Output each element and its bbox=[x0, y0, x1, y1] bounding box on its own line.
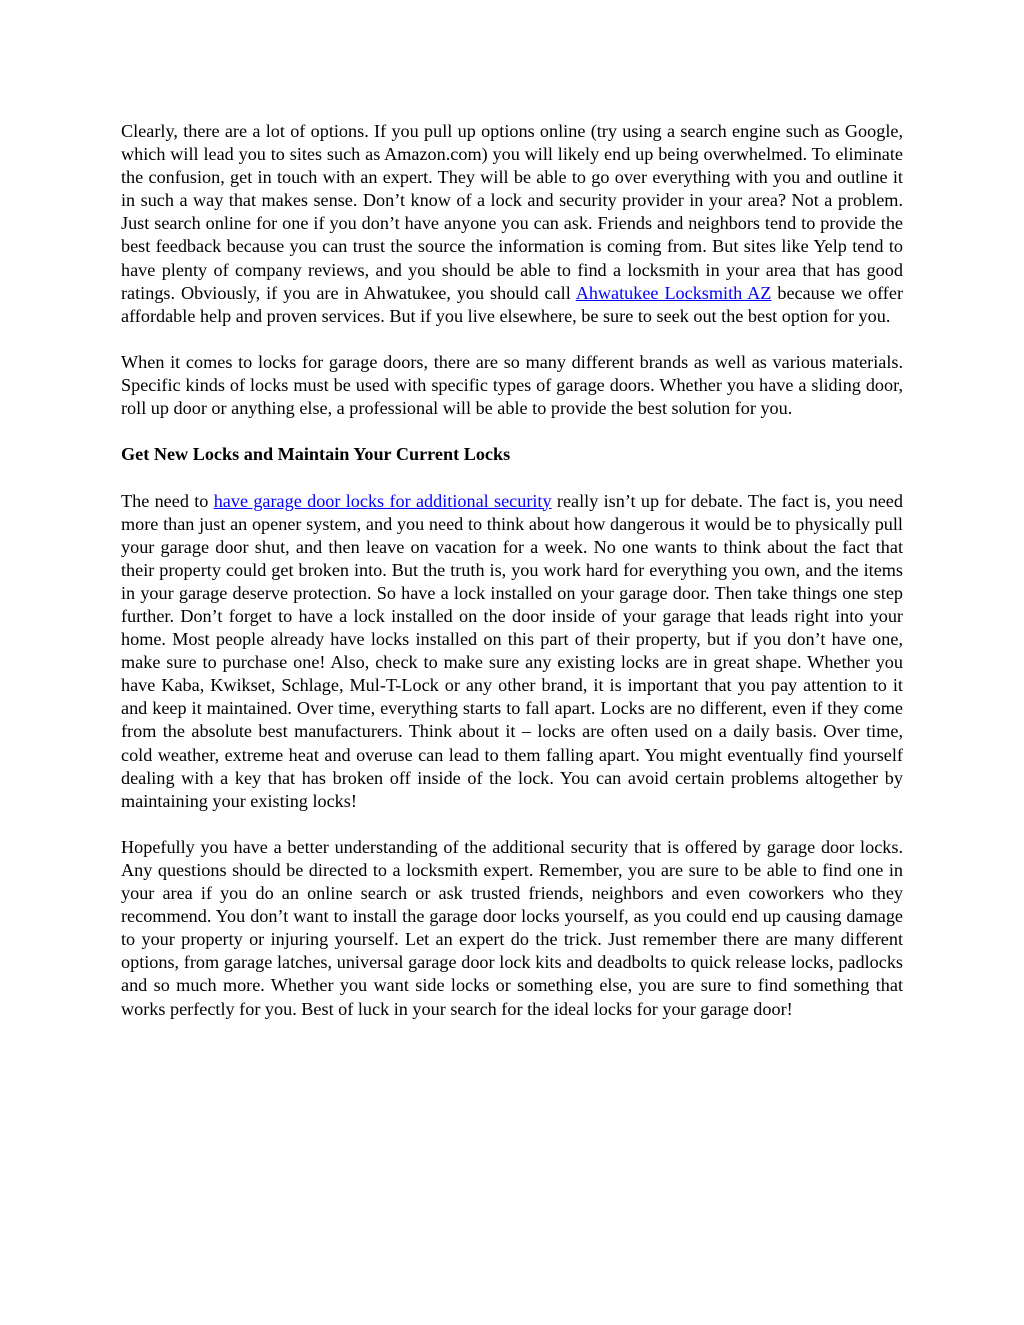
document-page bbox=[121, 120, 903, 1044]
paragraph-garage-locks: When it comes to locks for garage doors, there are so many different brands as well as various materials. Specific kinds of locks must be used with specific types of garage doors. Whether you have a sliding door, roll up door or anything else, a professional will be able to provide the best solution for you. bbox=[121, 351, 903, 419]
paragraph-options-text-end: because we offer affordable help and proven services. But if you live elsewhere, be sure to seek out the best option for you. bbox=[121, 282, 903, 326]
paragraph-security-need bbox=[121, 490, 903, 813]
paragraph-conclusion: Hopefully you have a better understanding of the additional security that is offered by garage door locks. Any questions should be directed to a locksmith expert. Remember, you are sure to be able to find one in your area if you do an online search or ask trusted friends, neighbors and even coworkers who they recommend. You don’t want to install the garage door locks yourself, as you could end up causing damage to your property or injuring yourself. Let an expert do the trick. Just remember there are many different options, from garage latches, universal garage door lock kits and deadbolts to quick release locks, padlocks and so much more. Whether you want side locks or something else, you are sure to find something that works perfectly for you. Best of luck in your search for the ideal locks for your garage door! bbox=[121, 836, 903, 1019]
paragraph-options bbox=[121, 120, 903, 328]
paragraph-security-text-start: The need to bbox=[121, 490, 214, 511]
ahwatukee-locksmith-link[interactable]: Ahwatukee Locksmith AZ bbox=[575, 282, 772, 303]
section-heading: Get New Locks and Maintain Your Current Locks bbox=[121, 444, 511, 465]
paragraph-security-text-end: really isn’t up for debate. The fact is, you need more than just an opener system, and you need to think about how dangerous it would be to physically pull your garage door shut, and then leave on vacation for a week. No one wants to think about the fact that their property could get broken into. But the truth is, you work hard for everything you own, and the items in your garage deserve protection. So have a lock installed on your garage door. Then take things one step further. Don’t forget to have a lock installed on the door inside of your garage that leads right into your home. Most people already have locks installed on this part of their property, but if you don’t have one, make sure to purchase one! Also, check to make sure any existing locks are in great shape. Whether you have Kaba, Kwikset, Schlage, Mul-T-Lock or any other brand, it is important that you pay attention to it and keep it maintained. Over time, everything starts to fall apart. Locks are no different, even if they come from the absolute best manufacturers. Think about it – locks are often used on a daily basis. Over time, cold weather, extreme heat and overuse can lead to them falling apart. You might eventually find yourself dealing with a key that has broken off inside of the lock. You can avoid certain problems altogether by maintaining your existing locks! bbox=[121, 490, 903, 811]
paragraph-options-text-start: Clearly, there are a lot of options. If you pull up options online (try using a search engine such as Google, which will lead you to sites such as Amazon.com) you will likely end up being overwhelmed. To eliminate the confusion, get in touch with an expert. They will be able to go over everything with you and outline it in such a way that makes sense. Don’t know of a lock and security provider in your area? Not a problem. Just search online for one if you don’t have anyone you can ask. Friends and neighbors tend to provide the best feedback because you can trust the source the information is coming from. But sites like Yelp tend to have plenty of company reviews, and you should be able to find a locksmith in your area that has good ratings. Obviously, if you are in Ahwatukee, you should call bbox=[121, 121, 903, 303]
garage-door-locks-security-link[interactable]: have garage door locks for additional security bbox=[213, 490, 552, 511]
